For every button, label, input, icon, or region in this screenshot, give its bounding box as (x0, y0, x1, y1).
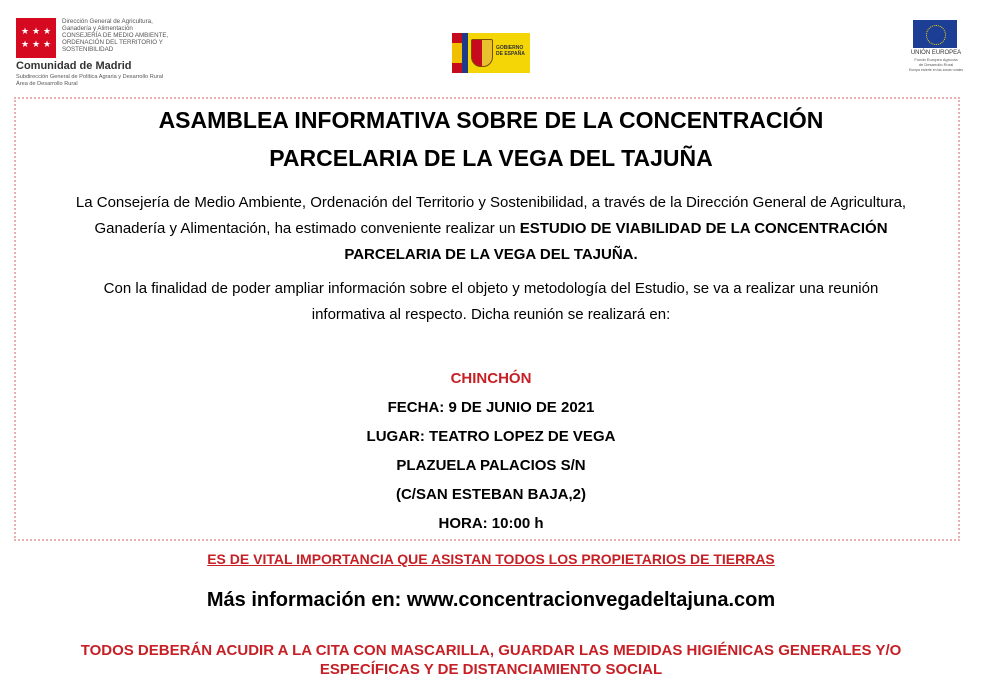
meeting-time: HORA: 10:00 h (438, 515, 544, 532)
spain-flag-icon (452, 33, 462, 73)
cam-subdepartment: Subdirección General de Política Agraria y Desarrollo Rural Área de Desarrollo Rural (16, 74, 164, 87)
meeting-place: LUGAR: TEATRO LOPEZ DE VEGA (366, 428, 616, 445)
eu-flag-icon (913, 20, 957, 48)
intro-paragraph: La Consejería de Medio Ambiente, Ordenación del Territorio y Sostenibilidad, a través de la Dirección General de Agricultura, Ganadería y Alimentación, ha estimado conveniente realizar un ESTUDIO DE VIABILIDAD DE LA CONCENTRACIÓN PARCELARIA DE LA VEGA DEL TAJUÑA. (75, 194, 907, 263)
gobierno-text: GOBIERNO DE ESPAÑA (496, 45, 525, 57)
logo-stripe (462, 33, 468, 73)
mask-notice: TODOS DEBERÁN ACUDIR A LA CITA CON MASCARILLA, GUARDAR LAS MEDIDAS HIGIÉNICAS GENERALES Y/O ESPECÍFICAS Y DE DISTANCIAMIENTO SOCIAL (80, 642, 902, 678)
comunidad-madrid-logo (16, 16, 266, 92)
meeting-details (0, 364, 982, 538)
eu-name: UNIÓN EUROPEA (910, 50, 962, 56)
union-europea-logo (904, 20, 968, 78)
meeting-date: FECHA: 9 DE JUNIO DE 2021 (387, 399, 595, 416)
cam-department-text: Dirección General de Agricultura, Ganadería y Alimentación CONSEJERÍA DE MEDIO AMBIENTE, ORDENACIÓN DEL TERRITORIO Y SOSTENIBILIDAD (62, 18, 169, 53)
vital-notice: ES DE VITAL IMPORTANCIA QUE ASISTAN TODOS LOS PROPIETARIOS DE TIERRAS (207, 551, 775, 567)
meeting-address: PLAZUELA PALACIOS S/N (396, 457, 586, 474)
page-title: ASAMBLEA INFORMATIVA SOBRE DE LA CONCENTRACIÓN PARCELARIA DE LA VEGA DEL TAJUÑA (158, 107, 824, 171)
meeting-cross-street: (C/SAN ESTEBAN BAJA,2) (395, 486, 587, 503)
eu-slogan: Europa invierte en las zonas rurales (908, 68, 964, 72)
coat-of-arms-icon (471, 39, 493, 67)
cam-name: Comunidad de Madrid (16, 60, 132, 72)
more-info-link[interactable]: Más información en: www.concentracionvegadeltajuna.com (206, 589, 776, 611)
eu-fund: Fondo Europeo Agrícola de Desarrollo Rural (914, 57, 958, 67)
madrid-flag-icon: ★ ★ ★ ★ ★ ★ (16, 18, 56, 58)
header (0, 0, 982, 95)
purpose-paragraph: Con la finalidad de poder ampliar información sobre el objeto y metodología del Estudio, se va a realizar una reunión informativa al respecto. Dicha reunión se realizará en: (103, 280, 879, 323)
gobierno-espana-logo (452, 33, 530, 73)
meeting-town: CHINCHÓN (450, 370, 532, 387)
